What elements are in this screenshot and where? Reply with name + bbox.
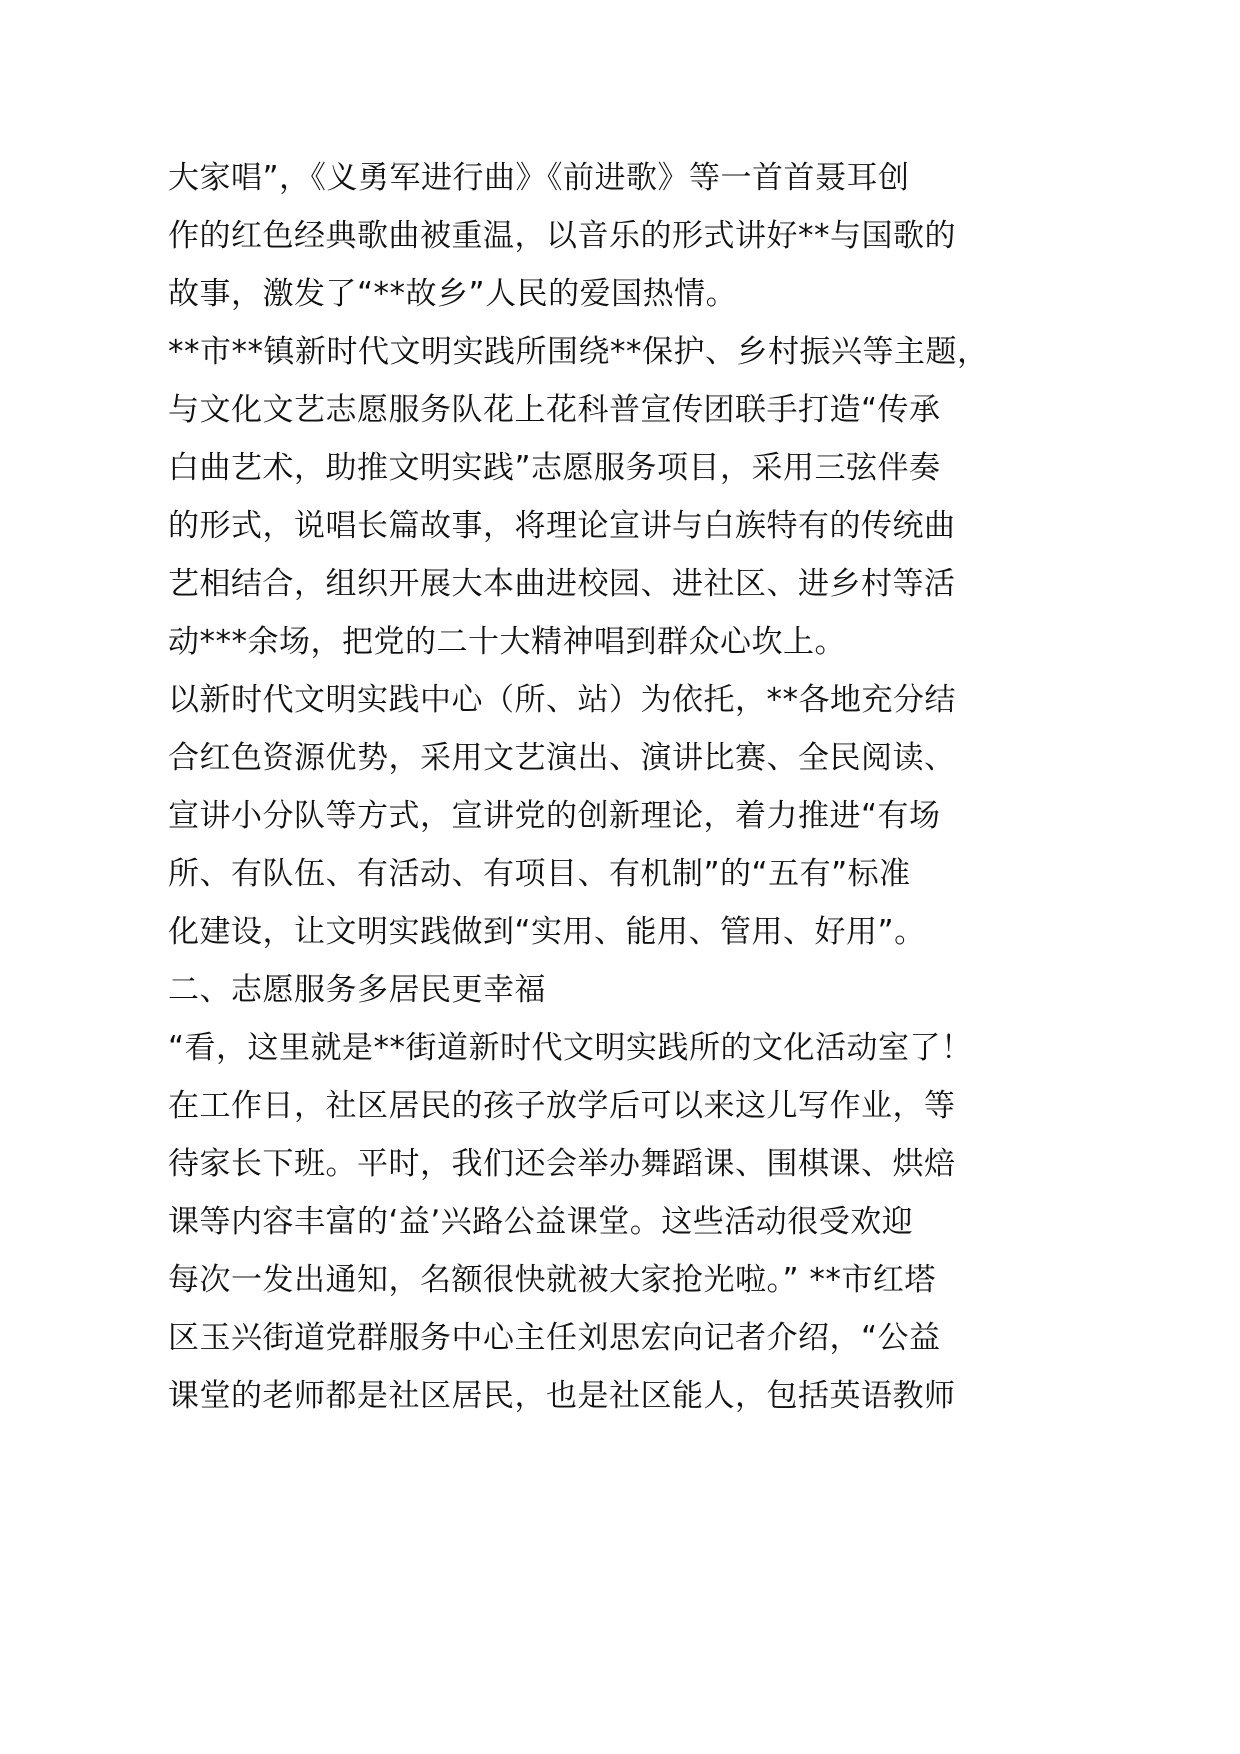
- body-text-line: 区玉兴街道党群服务中心主任刘思宏向记者介绍，“公益: [168, 1320, 941, 1356]
- body-text-line: 课等内容丰富的‘益’兴路公益课堂。这些活动很受欢迎: [168, 1204, 914, 1240]
- body-text-line: 动***余场，把党的二十大精神唱到群众心坎上。: [168, 624, 846, 660]
- body-text-line: “看，这里就是**街道新时代文明实践所的文化活动室了！: [168, 1030, 973, 1066]
- body-text-line: 课堂的老师都是社区居民，也是社区能人，包括英语教师: [168, 1378, 956, 1414]
- body-text-line: 每次一发出通知，名额很快就被大家抢光啦。” **市红塔: [168, 1262, 936, 1298]
- body-text-line: 大家唱”，《义勇军进行曲》《前进歌》等一首首聂耳创: [168, 160, 910, 196]
- body-text-line: 故事，激发了“**故乡”人民的爱国热情。: [168, 276, 738, 312]
- body-text-line: 待家长下班。平时，我们还会举办舞蹈课、围棋课、烘焙: [168, 1146, 956, 1182]
- body-text-line: 合红色资源优势，采用文艺演出、演讲比赛、全民阅读、: [168, 740, 956, 776]
- body-text-line: 与文化文艺志愿服务队花上花科普宣传团联手打造“传承: [168, 392, 941, 428]
- body-text-line: 作的红色经典歌曲被重温，以音乐的形式讲好**与国歌的: [168, 218, 956, 254]
- body-text-line: 所、有队伍、有活动、有项目、有机制”的“五有”标准: [168, 856, 911, 892]
- body-text-line: **市**镇新时代文明实践所围绕**保护、乡村振兴等主题，: [168, 334, 989, 370]
- body-text-line: 白曲艺术，助推文明实践”志愿服务项目，采用三弦伴奏: [168, 450, 941, 486]
- section-heading: 二、志愿服务多居民更幸福: [168, 972, 546, 1008]
- body-text-line: 的形式，说唱长篇故事，将理论宣讲与白族特有的传统曲: [168, 508, 956, 544]
- body-text-line: 宣讲小分队等方式，宣讲党的创新理论，着力推进“有场: [168, 798, 941, 834]
- body-text-line: 艺相结合，组织开展大本曲进校园、进社区、进乡村等活: [168, 566, 956, 602]
- body-text-line: 化建设，让文明实践做到“实用、能用、管用、好用”。: [168, 914, 926, 950]
- body-text-line: 以新时代文明实践中心（所、站）为依托，**各地充分结: [168, 682, 956, 718]
- document-body: [168, 149, 988, 1425]
- body-text-line: 在工作日，社区居民的孩子放学后可以来这儿写作业，等: [168, 1088, 956, 1124]
